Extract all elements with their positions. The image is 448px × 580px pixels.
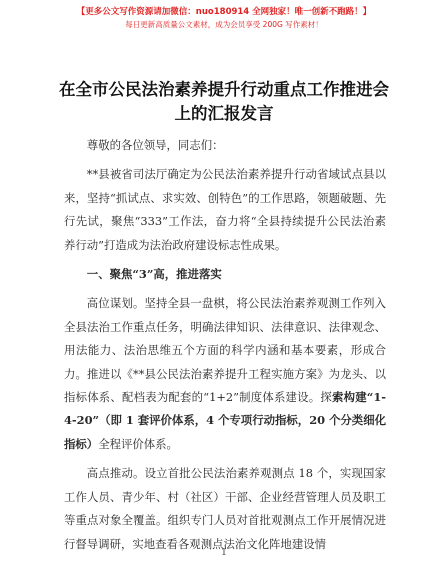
section-heading-1: 一、聚焦“3”高，推进落实 bbox=[86, 267, 222, 282]
promo-banner bbox=[0, 6, 448, 31]
paragraph-high-planning bbox=[64, 292, 386, 456]
document-body bbox=[64, 134, 386, 562]
paragraph-bold-text: 索构建“1-4-20”（即 1 套评价体系，4 个专项行动指标，20 个分类细化指标） bbox=[64, 390, 387, 451]
promo-banner-line1: 【更多公文写作资源请加微信：nuo180914 全网独家！唯一创新不跑路！】 bbox=[76, 7, 372, 17]
promo-banner-line2: 每日更新高质量公文素材，成为会员享受 200G 写作素材！ bbox=[125, 20, 323, 29]
document-title bbox=[40, 78, 408, 126]
paragraph-tail-text: 全程评价体系。 bbox=[98, 436, 178, 451]
greeting: 尊敬的各位领导，同志们： bbox=[86, 138, 224, 152]
intro-paragraph: **县被省司法厅确定为公民法治素养提升行动省域试点县以来，坚持“抓试点、求实效、创特色”的工作思路，领题破题、先行先试，聚焦“333”工作法，奋力将“全县持续提升公民法治素养行动”打造成为法治政府建设标志性成果。 bbox=[64, 167, 386, 252]
paragraph-text: 高位谋划。坚持全县一盘棋，将公民法治素养观测工作列入全县法治工作重点任务，明确法律知识、法律意识、法律观念、用法能力、法治思维五个方面的科学内涵和基本要素，形成合力。推进以《**县公民法治素养提升工程实施方案》为龙头、以指标体系、配档表为配套的“1+2”制度体系建设。探 bbox=[64, 296, 386, 405]
paragraph-high-promotion: 高点推动。设立首批公民法治素养观测点 18 个，实现国家工作人员、青少年、村（社区）干部、企业经营管理人员及职工等重点对象全覆盖。组织专门人员对首批观测点工作开展情况进行督导调研，实地查看各观测点法治文化阵地建设情 bbox=[64, 466, 386, 551]
title-line-2: 上的汇报发言 bbox=[174, 104, 274, 123]
page-number: 1 bbox=[221, 548, 227, 558]
title-line-1: 在全市公民法治素养提升行动重点工作推进会 bbox=[59, 80, 389, 99]
